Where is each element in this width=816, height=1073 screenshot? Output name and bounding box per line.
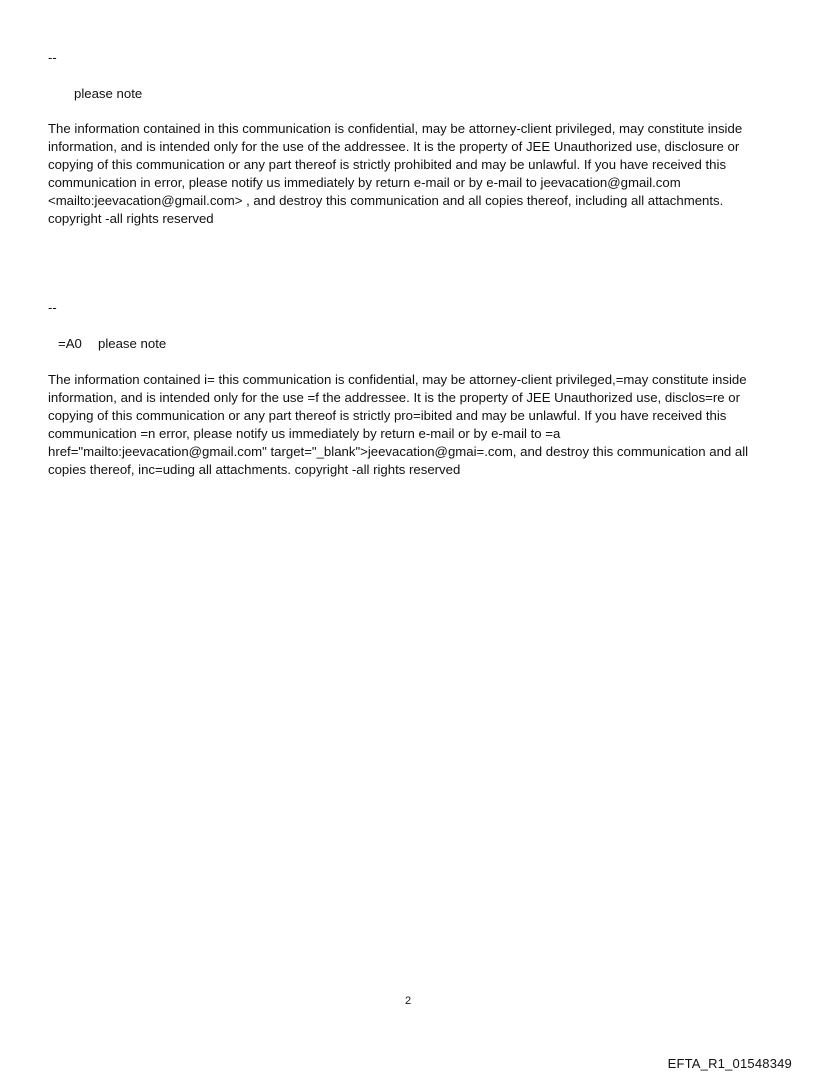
disclaimer-text-1: The information contained in this communication is confidential, may be attorney-client privileged, may constitute inside information, and is intended only for the use of the addressee. It is the property of JEE Unauthorized use, disclosure or copying of this communication or any part thereof is strictly prohibited and may be unlawful. If you have received this communication in error, please notify us immediately by return e-mail or by e-mail to jeevacation@gmail.com <mailto:jeevacation@gmail.com> , and destroy this communication and all copies thereof, including all attachments. copyright -all rights reserved bbox=[48, 121, 743, 226]
page-number: 2 bbox=[404, 995, 412, 1007]
signature-separator-1: -- bbox=[48, 50, 57, 65]
please-note-2-label: please note bbox=[98, 336, 167, 351]
please-note-1: please note bbox=[74, 86, 143, 101]
disclaimer-paragraph-1 bbox=[48, 120, 760, 228]
document-id: EFTA_R1_01548349 bbox=[667, 1056, 792, 1071]
disclaimer-text-2: The information contained i= this communication is confidential, may be attorney-client privileged,=may constitute inside information, and is intended only for the use =f the addressee. It is the property of JEE Unauthorized use, disclos=re or copying of this communication or any part thereof is strictly pro=ibited and may be unlawful. If you have received this communication =n error, please notify us immediately by return e-mail or by e-mail to =a href="mailto:jeevacation@gmail.com" target="_blank">jeevacation@gmai=.com, and destroy this communication and all copies thereof, inc=uding all attachments. copyright -all rights reserved bbox=[48, 372, 749, 477]
signature-separator-2: -- bbox=[48, 300, 57, 315]
please-note-2 bbox=[58, 335, 166, 353]
disclaimer-paragraph-2 bbox=[48, 371, 760, 479]
encoding-prefix: =A0 bbox=[58, 336, 82, 351]
